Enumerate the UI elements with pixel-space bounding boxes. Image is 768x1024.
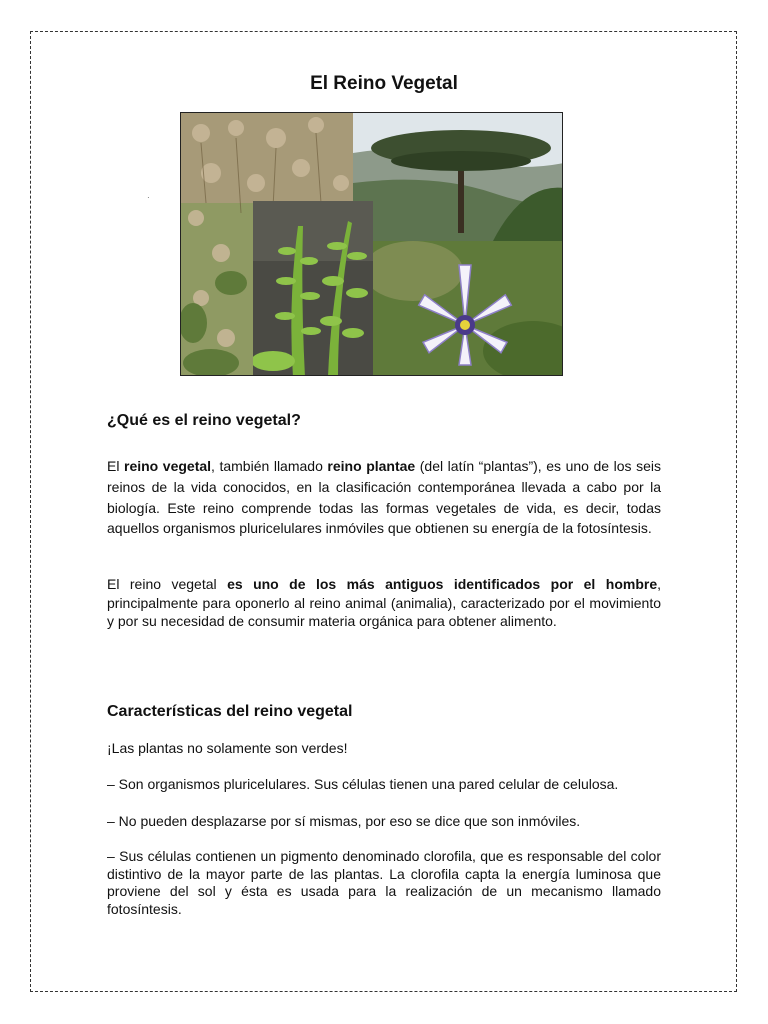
intro-paragraph bbox=[107, 456, 661, 539]
bold-phrase: es uno de los más antiguos identificados por el hombre bbox=[227, 576, 658, 592]
text-run: El bbox=[107, 458, 124, 474]
section-heading-que-es: ¿Qué es el reino vegetal? bbox=[107, 412, 301, 429]
bold-term: reino vegetal bbox=[124, 458, 212, 474]
characteristic-item: – Sus células contienen un pigmento denominado clorofila, que es responsable del color distintivo de la mayor parte de las plantas. La clorofila capta la energía luminosa que proviene del sol y ésta es usada para la realización de un mecanismo llamado fotosíntesis. bbox=[107, 848, 661, 917]
star-flower-icon bbox=[373, 241, 563, 376]
characteristic-item: ¡Las plantas no solamente son verdes! bbox=[107, 740, 348, 756]
antiquity-paragraph bbox=[107, 575, 661, 631]
section-heading-caracteristicas: Características del reino vegetal bbox=[107, 703, 353, 720]
stray-mark: · bbox=[147, 193, 150, 202]
characteristic-item: – No pueden desplazarse por sí mismas, por eso se dice que son inmóviles. bbox=[107, 813, 581, 829]
bold-term: reino plantae bbox=[327, 458, 416, 474]
text-run: , también llamado bbox=[211, 458, 328, 474]
text-run: El reino vegetal bbox=[107, 576, 228, 592]
text-run: (del latín “plantas”), es uno de los seis reinos de la vida conocidos, en la clasificación contemporánea llevada a cabo por la biología. Este reino comprende todas las formas vegetales de vida, es decir, todas aquellos organismos pluricelulares inmóviles que obtienen su energía de la fotosíntesis. bbox=[107, 458, 661, 537]
araucaria-tree-icon bbox=[353, 113, 563, 241]
page-title: El Reino Vegetal bbox=[310, 73, 458, 94]
fern-icon bbox=[253, 201, 373, 376]
characteristic-item: – Son organismos pluricelulares. Sus células tienen una pared celular de celulosa. bbox=[107, 776, 619, 792]
plant-collage-image bbox=[180, 112, 563, 376]
text-run: , principalmente para oponerlo al reino animal (animalia), caracterizado por el movimiento y por su necesidad de consumir materia orgánica para obtener alimento. bbox=[107, 576, 661, 629]
